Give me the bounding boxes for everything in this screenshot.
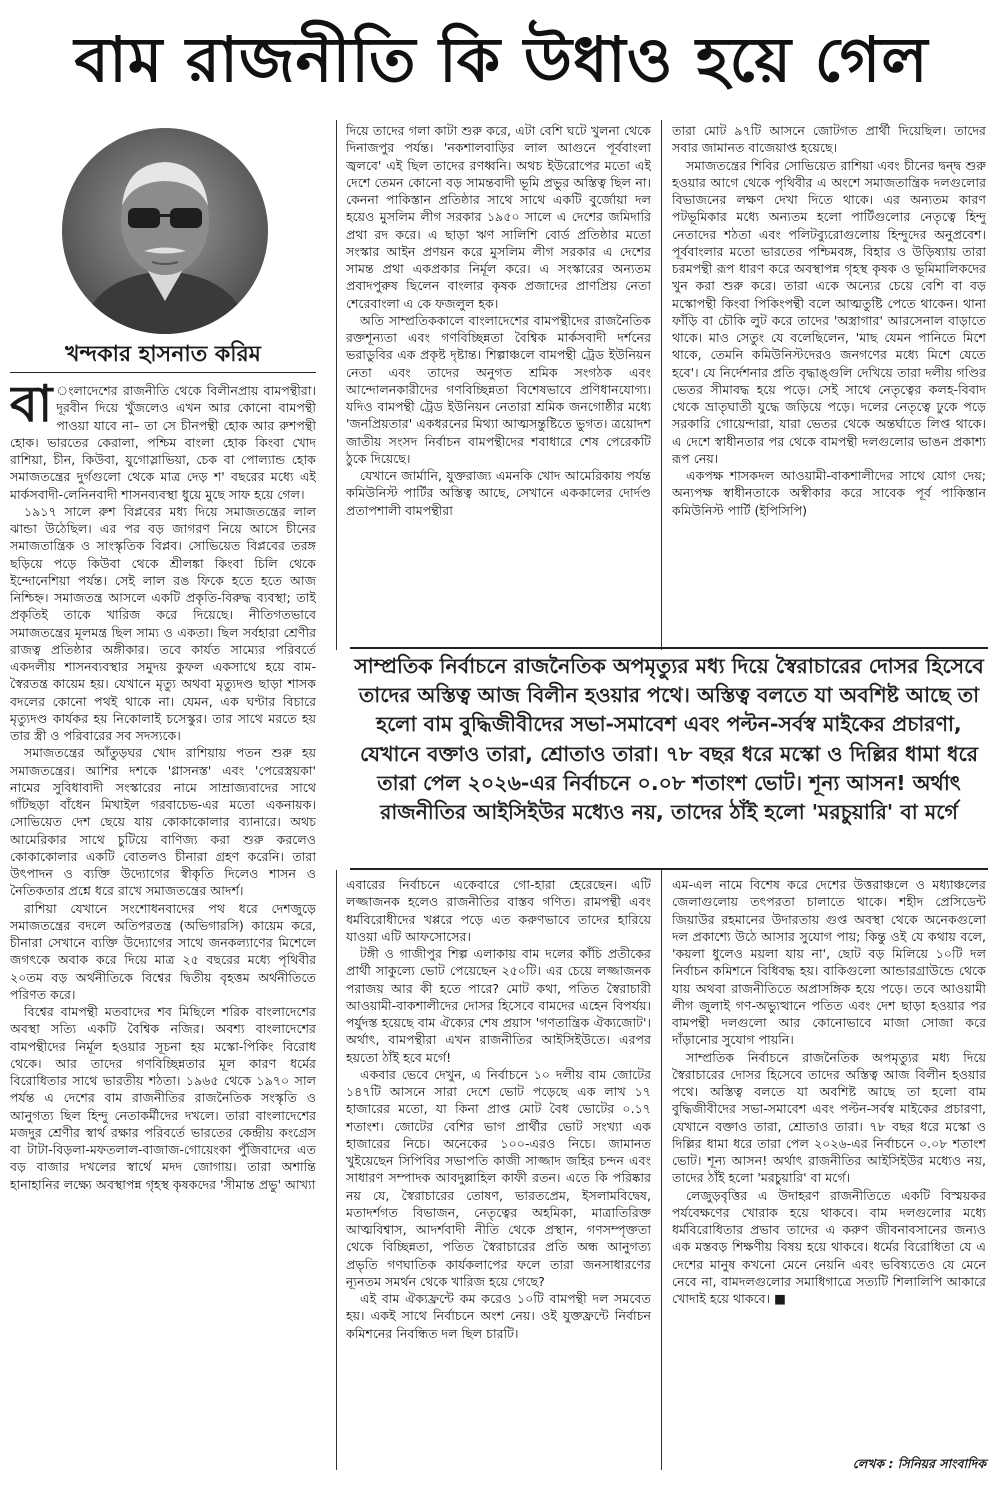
drop-cap: বা	[10, 382, 53, 433]
pullquote-top-rule	[350, 647, 988, 649]
author-name: খন্দকার হাসনাত করিম	[65, 342, 261, 367]
paragraph: তারা মোট ৯৭টি আসনে জোটগত প্রার্থী দিয়েছিল। তাদের সবার জামানত বাজেয়াপ্ত হয়েছে।	[672, 123, 986, 156]
article-column-2	[346, 122, 651, 642]
pull-quote: সাম্প্রতিক নির্বাচনে রাজনৈতিক অপমৃত্যুর মধ্য দিয়ে স্বৈরাচারের দোসর হিসেবে তাদের অস্তিত্ব আজ বিলীন হওয়ার পথে। অস্তিত্ব বলতে যা অবশিষ্ট আছে তা হলো বাম বুদ্ধিজীবীদের সভা-সমাবেশ এবং পল্টন-সর্বস্ব মাইকের প্রচারণা, যেখানে বক্তাও তারা, শ্রোতাও তারা। ৭৮ বছর ধরে মস্কো ও দিল্লির ধামা ধরে তারা পেল ২০২৬-এর নির্বাচনে ০.০৮ শতাংশ ভোট। শূন্য আসন! অর্থাৎ রাজনীতির আইসিইউর মধ্যেও নয়, তাদের ঠাঁই হলো 'মরচুয়ারি' বা মর্গে	[354, 654, 984, 825]
pullquote-bottom-rule	[350, 868, 988, 870]
author-byline: লেখক : সিনিয়র সাংবাদিক	[852, 1456, 986, 1471]
column-divider	[661, 120, 662, 650]
paragraph: একপক্ষ শাসকদল আওয়ামী-বাকশালীদের সাথে যোগ দেয়; অন্যপক্ষ স্বাধীনতাকে অস্বীকার করে সাবেক পূর্ব পাকিস্তান কমিউনিস্ট পার্টি (ইপিসিপি)	[672, 468, 986, 518]
author-divider	[10, 372, 316, 373]
author-photo	[60, 126, 270, 336]
paragraph: সমাজতন্ত্রের শিবির সোভিয়েত রাশিয়া এবং চীনের দ্বন্দ্ব শুরু হওয়ার আগে থেকে পৃথিবীর এ অংশে সমাজতান্ত্রিক দলগুলোর বিভাজনের লক্ষণ দেখা দিতে থাকে। এর অন্যতম কারণ পটভূমিকার মধ্যে অন্যতম হলো পার্টিগুলোর নেতৃত্বে হিন্দু নেতাদের শঠতা এবং পলিটব্যুরোগুলোয় হিন্দুদের অনুপ্রবেশ। পূর্ববাংলার মতো ভারতের পশ্চিমবঙ্গ, বিহার ও উড়িষ্যায় তারা চরমপন্থী রূপ ধারণ করে অবস্থাপন্ন গৃহস্থ কৃষক ও ভূমিমালিকদের খুন করা শুরু করে। তারা একে অন্যের চেয়ে বেশি বা বড় মস্কোপন্থী কিংবা পিকিংপন্থী বলে আত্মতুষ্টি পেতে থাকেন। থানা ফাঁড়ি বা চৌকি লুট করে তাদের 'অস্ত্রাগার' আরসেনাল বাড়াতে থাকে। মাও সেতুং যে বলেছিলেন, 'মাছ যেমন পানিতে মিশে থাকে, তেমনি কমিউনিস্টদেরও জনগণের মধ্যে মিশে যেতে হবে'। যে নির্দেশনার প্রতি বৃদ্ধাঙ্গুলি দেখিয়ে তারা দলীয় গণ্ডির ভেতর সীমাবদ্ধ হয়ে পড়ে। সেই সাথে নেতৃত্বের কলহ-বিবাদ থেকে ভ্রাতৃঘাতী যুদ্ধে জড়িয়ে পড়ে। দলের নেতৃত্বে ঢুকে পড়ে সরকারি গোয়েন্দারা, যারা ভেতর থেকে অন্তর্ঘাতে লিপ্ত থাকে। এ দেশে স্বাধীনতার পর থেকে বামপন্থী দলগুলোর ভাঙন প্রকাশ্য রূপ নেয়।	[672, 157, 986, 466]
paragraph: একবার ভেবে দেখুন, এ নির্বাচনে ১০ দলীয় বাম জোটের ১৪৭টি আসনে সারা দেশে ভোট পড়েছে এক লাখ ১৭ হাজারের মতো, যা কিনা প্রাপ্ত মোট বৈধ ভোটের ০.১৭ শতাংশ। জোটের বেশির ভাগ প্রার্থীর ভোট সংখ্যা এক হাজারের নিচে। অনেকের ১০০-এরও নিচে। জামানত খুইয়েছেন সিপিবির সভাপতি কাজী সাজ্জাদ জহির চন্দন এবং সাধারণ সম্পাদক আবদুল্লাহিল কাফী রতন। এতে কি পরিষ্কার নয় যে, স্বৈরাচারের তোষণ, ভারতপ্রেম, ইসলামবিদ্বেষ, মতাদর্শগত বিভাজন, নেতৃত্বের অহমিকা, মাত্রাতিরিক্ত আত্মবিশ্বাস, আদর্শবাদী নীতি থেকে প্রস্থান, গণসম্পৃক্ততা থেকে বিচ্ছিন্নতা, পতিত স্বৈরাচারের প্রতি অন্ধ আনুগত্য প্রভৃতি গণঘাতিক কার্যকলাপের ফলে তারা জনসাধারণের ন্যূনতম সমর্থন থেকে খারিজ হয়ে গেছে?	[346, 1066, 651, 1289]
column-divider	[661, 870, 662, 1470]
paragraph: রাশিয়া যেখানে সংশোধনবাদের পথ ধরে দেশজুড়ে সমাজতন্ত্রের বদলে অতিপরতন্ত্র (অভিগারসি) কায়েম করে, চীনারা সেখানে ব্যক্তি উদ্যোগের সাথে জনকল্যাণের মিশেলে জগৎকে অবাক করে দিয়ে মাত্র ২৫ বছরের মধ্যে পৃথিবীর ২০তম বড় অর্থনীতিকে বিশ্বের দ্বিতীয় বৃহত্তম অর্থনীতিতে পরিণত করে।	[10, 900, 316, 1002]
column-divider	[336, 120, 337, 650]
paragraph: এম-এল নামে বিশেষ করে দেশের উত্তরাঞ্চলে ও মধ্যাঞ্চলের জেলাগুলোয় তৎপরতা চালাতে থাকে। শহীদ প্রেসিডেন্ট জিয়াউর রহমানের উদারতায় গুপ্ত অবস্থা থেকে অনেকগুলো দল প্রকাশ্যে উঠে আসার সুযোগ পায়; কিন্তু ওই যে কথায় বলে, 'কয়লা ধুলেও ময়লা যায় না', ছোট বড় মিলিয়ে ১০টি দল নির্বাচন কমিশনে বিধিবদ্ধ হয়। বাকিগুলো আন্ডারগ্রাউন্ডে থেকে যায় অথবা রাজনীতিতে অপ্রাসঙ্গিক হয়ে পড়ে। তবে আওয়ামী লীগ জুলাই গণ-অভ্যুত্থানে পতিত এবং দেশ ছাড়া হওয়ার পর বামপন্থী দলগুলো আর কোনোভাবে মাজা সোজা করে দাঁড়ানোর সুযোগ পায়নি।	[672, 877, 986, 1048]
paragraph: বা ংলাদেশের রাজনীতি থেকে বিলীনপ্রায় বামপন্থীরা। দূরবীন দিয়ে খুঁজলেও এখন আর কোনো বামপন্থী পাওয়া যাবে না– তা সে চীনপন্থী হোক আর রুশপন্থী হোক। ভারতের কেরালা, পশ্চিম বাংলা হোক কিংবা খোদ রাশিয়া, চীন, কিউবা, যুগোস্লাভিয়া, চেক বা পোল্যান্ড হোক সমাজতন্ত্রের দুর্গগুলো থেকে মাত্র দেড় শ' বছরের মধ্যে এই মার্কসবাদী-লেনিনবাদী শাসনব্যবস্থা ধুয়ে মুছে সাফ হয়ে গেল।	[10, 382, 316, 502]
paragraph: সাম্প্রতিক নির্বাচনে রাজনৈতিক অপমৃত্যুর মধ্য দিয়ে স্বৈরাচারের দোসর হিসেবে তাদের অস্তিত্ব আজ বিলীন হওয়ার পথে। অস্তিত্ব বলতে যা অবশিষ্ট আছে তা হলো বাম বুদ্ধিজীবীদের সভা-সমাবেশ এবং পল্টন-সর্বস্ব মাইকের প্রচারণা, যেখানে বক্তাও তারা, শ্রোতাও তারা। ৭৮ বছর ধরে মস্কো ও দিল্লির ধামা ধরে তারা পেল ২০২৬-এর নির্বাচনে ০.০৮ শতাংশ ভোট। শূন্য আসন! অর্থাৎ রাজনীতির আইসিইউর মধ্যেও নয়, তাদের ঠাঁই হলো 'মরচুয়ারি' বা মর্গে।	[672, 1049, 986, 1186]
paragraph: দিয়ে তাদের গলা কাটা শুরু করে, এটা বেশি ঘটে খুলনা থেকে দিনাজপুর পর্যন্ত। 'নকশালবাড়ির লাল আগুনে পূর্ববাংলা জ্বলবে' এই ছিল তাদের রণধ্বনি। অথচ ইউরোপের মতো এই দেশে তেমন কোনো বড় সামন্তবাদী ভূমি প্রভুর অস্তিত্ব ছিল না। কেননা পাকিস্তান প্রতিষ্ঠার সাথে সাথে একটি বুর্জোয়া দল হয়েও মুসলিম লীগ সরকার ১৯৫০ সালে এ দেশের জমিদারি প্রথা রদ করে। এ ছাড়া ঋণ সালিশি বোর্ড প্রতিষ্ঠার মতো সংস্কার আইন প্রণয়ন করে মুসলিম লীগ সরকার এ দেশের সামন্ত প্রথা একপ্রকার নির্মূল করে। এ সংস্কারের অন্যতম প্রবাদপুরুষ ছিলেন বাংলার কৃষক প্রজাদের প্রাণপ্রিয় নেতা শেরেবাংলা এ কে ফজলুল হক।	[346, 123, 651, 311]
article-column-5	[672, 876, 986, 1452]
headline: বাম রাজনীতি কি উধাও হয়ে গেল	[74, 23, 929, 96]
article-column-4	[346, 876, 651, 1476]
column-divider	[336, 870, 337, 1470]
paragraph: ১৯১৭ সালে রুশ বিপ্লবের মধ্য দিয়ে সমাজতন্ত্রের লাল ঝান্ডা উঠেছিল। এর পর বড় জাগরণ নিয়ে আসে চীনের সমাজতান্ত্রিক ও সাংস্কৃতিক বিপ্লব। সোভিয়েত বিপ্লবের তরঙ্গ ছড়িয়ে পড়ে কিউবা থেকে শ্রীলঙ্কা কিংবা চিলি থেকে ইন্দোনেশিয়া পর্যন্ত। সেই লাল রঙ ফিকে হতে হতে আজ নিশ্চিহ্ন। সমাজতন্ত্র আসলে একটি প্রকৃতি-বিরুদ্ধ ব্যবস্থা; তাই প্রকৃতিই তাকে খারিজ করে দিয়েছে। নীতিগতভাবে সমাজতন্ত্রের মূলমন্ত্র ছিল সাম্য ও একতা। ছিল সর্বহারা শ্রেণীর রাজত্ব প্রতিষ্ঠার অঙ্গীকার। তবে কার্যত সাম্যের পরিবর্তে একদলীয় শাসনব্যবস্থার সমুদয় কুফল একসাথে হয়ে বাম-স্বৈরতন্ত্র কায়েম হয়। যেখানে মৃত্যু অথবা মৃত্যুদণ্ড ছাড়া শাসক বদলের কোনো পথই থাকে না। যেমন, এক ঘণ্টার বিচারে মৃত্যুদণ্ড কার্যকর হয় নিকোলাই চসেস্কুর। তার সাথে মরতে হয় তার স্ত্রী ও পরিবারের সব সদস্যকে।	[10, 503, 316, 743]
paragraph: সমাজতন্ত্রের আঁতুড়ঘর খোদ রাশিয়ায় পতন শুরু হয় সমাজতন্ত্রের। আশির দশকে 'গ্লাসনস্ত' এবং 'পেরেস্ত্রয়কা' নামের সুবিধাবাদী সংস্কারের নামে সাম্রাজ্যবাদের সাথে গাঁটছড়া বাঁধেন মিখাইল গরবাচেভ-এর মতো একনায়ক। সোভিয়েত দেশ ছেয়ে যায় কোকাকোলার ব্যানারে। অথচ আমেরিকার সাথে চুটিয়ে বাণিজ্য করা শুরু করলেও কোকাকোলার একটি বোতলও চীনারা গ্রহণ করেনি। তারা উৎপাদন ও ব্যক্তি উদ্যোগের স্বীকৃতি দিলেও শাসন ও নৈতিকতার প্রশ্নে ধরে রাখে সমাজতন্ত্রের আদর্শ।	[10, 745, 316, 899]
article-column-1	[10, 382, 316, 1477]
paragraph: এবারের নির্বাচনে একেবারে গো-হারা হেরেছেন। এটি লজ্জাজনক হলেও রাজনীতির বাস্তব গণিত। রামপন্থী এবং ধর্মবিরোধীদের খপ্পরে পড়ে এত করুণভাবে তাদের হারিয়ে যাওয়া এটি আফসোসের।	[346, 877, 651, 944]
paragraph: অতি সাম্প্রতিককালে বাংলাদেশের বামপন্থীদের রাজনৈতিক রক্তশূন্যতা এবং গণবিচ্ছিন্নতা বৈশ্বিক মার্কসবাদী দর্শনের ভরাডুবির এক প্রকৃষ্ট দৃষ্টান্ত। শিল্পাঞ্চলে বামপন্থী ট্রেড ইউনিয়ন নেতা এবং তাদের অনুগত শ্রমিক সংগঠক এবং আন্দোলনকারীদের গণবিচ্ছিন্নতা বিশেষভাবে প্রণিধানযোগ্য। যদিও বামপন্থী ট্রেড ইউনিয়ন নেতারা শ্রমিক জনগোষ্ঠীর মধ্যে 'জনপ্রিয়তার' একধরনের মিথ্যা আত্মসন্তুষ্টিতে ভুগত। ত্রয়োদশ জাতীয় সংসদ নির্বাচন বামপন্থীদের শবাধারে শেষ পেরেকটি ঠুকে দিয়েছে।	[346, 312, 651, 466]
paragraph: এই বাম ঐক্যফ্রন্টে কম করেও ১০টি বামপন্থী দল সমবেত হয়। একই সাথে নির্বাচনে অংশ নেয়। ওই যুক্তফ্রন্টে নির্বাচন কমিশনের নিবন্ধিত দল ছিল চারটি।	[346, 1291, 651, 1341]
article-column-3	[672, 122, 986, 642]
paragraph: বিশ্বের বামপন্থী মতবাদের শব মিছিলে শরিক বাংলাদেশের অবস্থা সত্যি একটি বৈশ্বিক নজির। অবশ্য বাংলাদেশের বামপন্থীদের নির্মূল হওয়ার সূচনা হয় মস্কো-পিকিং বিরোধ থেকে। আর তাদের গণবিচ্ছিন্নতার মূল কারণ ধর্মের বিরোধিতার সাথে ভারতীয় শঠতা। ১৯৬৫ থেকে ১৯৭০ সাল পর্যন্ত এ দেশের বাম রাজনীতির রাজনৈতিক সংস্কৃতি ও আনুগত্য ছিল হিন্দু নেতাকর্মীদের দখলে। তারা বাংলাদেশের মজদুর শ্রেণীর স্বার্থ রক্ষার পরিবর্তে ভারতের কেন্দ্রীয় কংগ্রেস বা টাটা-বিড়লা-মফতলাল-বাজাজ-গোয়েংকা পুঁজিবাদের এত বড় বাজার দখলের স্বার্থে মদদ জোগায়। তারা অশান্তি হানাহানির লক্ষ্যে অবস্থাপন্ন গৃহস্থ কৃষকদের 'সীমান্ত প্রভু' আখ্যা	[10, 1004, 316, 1192]
paragraph: লেজুড়বৃত্তির এ উদাহরণ রাজনীতিতে একটি বিস্ময়কর পর্যবেক্ষণের খোরাক হয়ে থাকবে। বাম দলগুলোর মধ্যে ধর্মবিরোধিতার প্রভাব তাদের এ করুণ জীবনাবসানের জন্যও এক মস্তবড় শিক্ষণীয় বিষয় হয়ে থাকবে। ধর্মের বিরোধিতা যে এ দেশের মানুষ কখনো মেনে নেয়নি এবং ভবিষ্যতেও যে মেনে নেবে না, বামদলগুলোর সমাধিগাত্রে সত্যটি শিলালিপি আকারে খোদাই হয়ে থাকবে। ■	[672, 1187, 986, 1306]
paragraph: যেখানে জার্মানি, যুক্তরাজ্য এমনকি খোদ আমেরিকায় পর্যন্ত কমিউনিস্ট পার্টির অস্তিত্ব আছে, সেখানে এককালের দোর্দণ্ড প্রতাপশালী বামপন্থীরা	[346, 468, 651, 518]
paragraph: টঙ্গী ও গাজীপুর শিল্প এলাকায় বাম দলের কাঁচি প্রতীকের প্রার্থী সাকুল্যে ভোট পেয়েছেন ২৫০টি। এর চেয়ে লজ্জাজনক পরাজয় আর কী হতে পারে? মোট কথা, পতিত স্বৈরাচারী আওয়ামী-বাকশালীদের দোসর হিসেবে বামদের এহেন বিপর্যয়। পর্যুদস্ত হয়েছে বাম ঐক্যের শেষ প্রয়াস 'গণতান্ত্রিক ঐক্যজোট'। অর্থাৎ, বামপন্থীরা এখন রাজনীতির আইসিইউতে। এরপর হয়তো ঠাঁই হবে মর্গে!	[346, 946, 651, 1065]
